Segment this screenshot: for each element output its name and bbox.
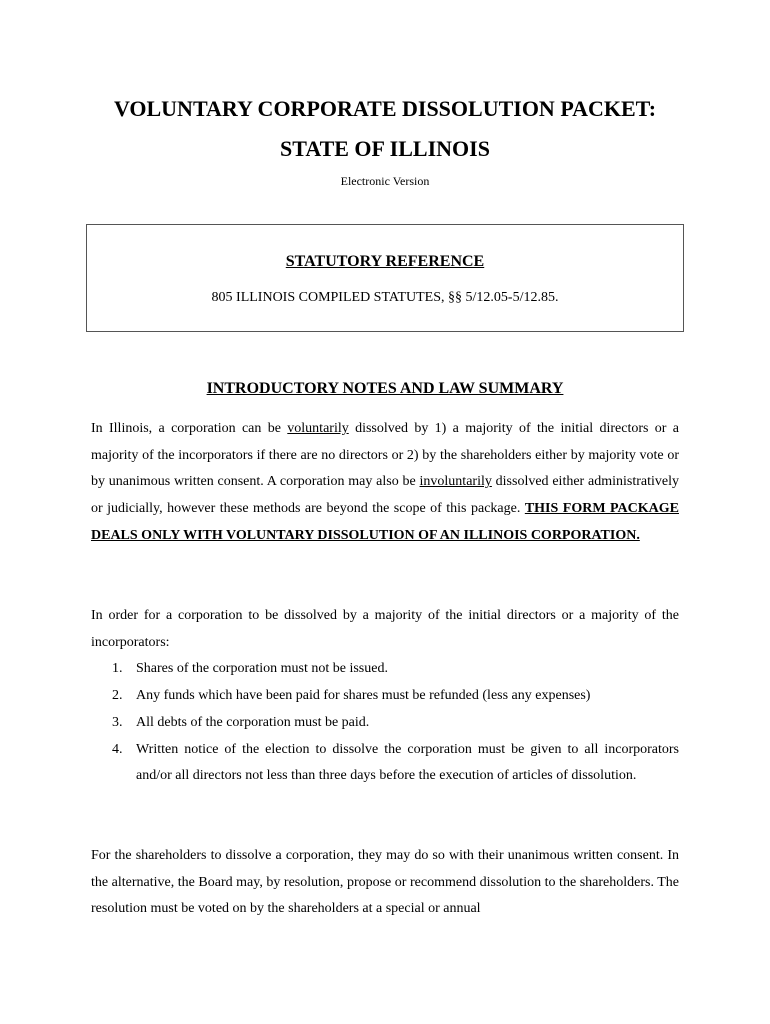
document-title-line2: STATE OF ILLINOIS [280,136,490,161]
list-item-text: Any funds which have been paid for shares must be refunded (less any expenses) [136,688,591,704]
directors-dissolution-paragraph [91,603,679,790]
document-subtitle: Electronic Version [340,174,430,188]
intro-text-part3: dissolved either administratively or judicially, however these methods are beyond the scope of this package. [91,474,679,517]
list-item-number: 2. [112,688,123,704]
list-item [91,683,679,710]
requirements-list [91,656,679,790]
list-item [91,710,679,737]
intro-text-part2: dissolved by 1) a majority of the initial directors or a majority of the incorporators if there are no directors or 2) by the shareholders either by majority vote or by unanimous written consent. A corporation may also be [91,421,680,490]
statutory-reference-box [86,224,684,332]
list-item-text: All debts of the corporation must be paid. [136,714,370,730]
list-item [91,737,679,790]
list-item-text: Written notice of the election to dissolve the corporation must be given to all incorporators and/or all directors not less than three days before the execution of articles of dissolution. [136,741,679,784]
voluntarily-term: voluntarily [287,421,349,436]
list-item-number: 1. [112,661,123,677]
document-title-line1: VOLUNTARY CORPORATE DISSOLUTION PACKET: [113,96,657,121]
section-heading: INTRODUCTORY NOTES AND LAW SUMMARY [206,380,564,397]
list-item-number: 3. [112,714,123,730]
intro-paragraph [91,416,679,550]
directors-intro-text: In order for a corporation to be dissolved by a majority of the initial directors or a majority of the incorporators: [91,608,679,650]
shareholders-dissolution-paragraph: For the shareholders to dissolve a corporation, they may do so with their unanimous written consent. In the alternative, the Board may, by resolution, propose or recommend dissolution to the shareholders. The resolution must be voted on by the shareholders at a special or annual [91,848,679,917]
scope-emphasis: THIS FORM PACKAGE DEALS ONLY WITH VOLUNTARY DISSOLUTION OF AN ILLINOIS CORPORATION. [91,501,679,543]
involuntarily-term: involuntarily [419,474,492,490]
statutory-reference-text: 805 ILLINOIS COMPILED STATUTES, §§ 5/12.05-5/12.85. [211,290,559,305]
statutory-reference-heading: STATUTORY REFERENCE [285,253,485,270]
list-item-number: 4. [112,741,123,757]
list-item-text: Shares of the corporation must not be issued. [136,661,388,677]
list-item [91,656,679,683]
intro-text-part1: In Illinois, a corporation can be [91,421,288,436]
